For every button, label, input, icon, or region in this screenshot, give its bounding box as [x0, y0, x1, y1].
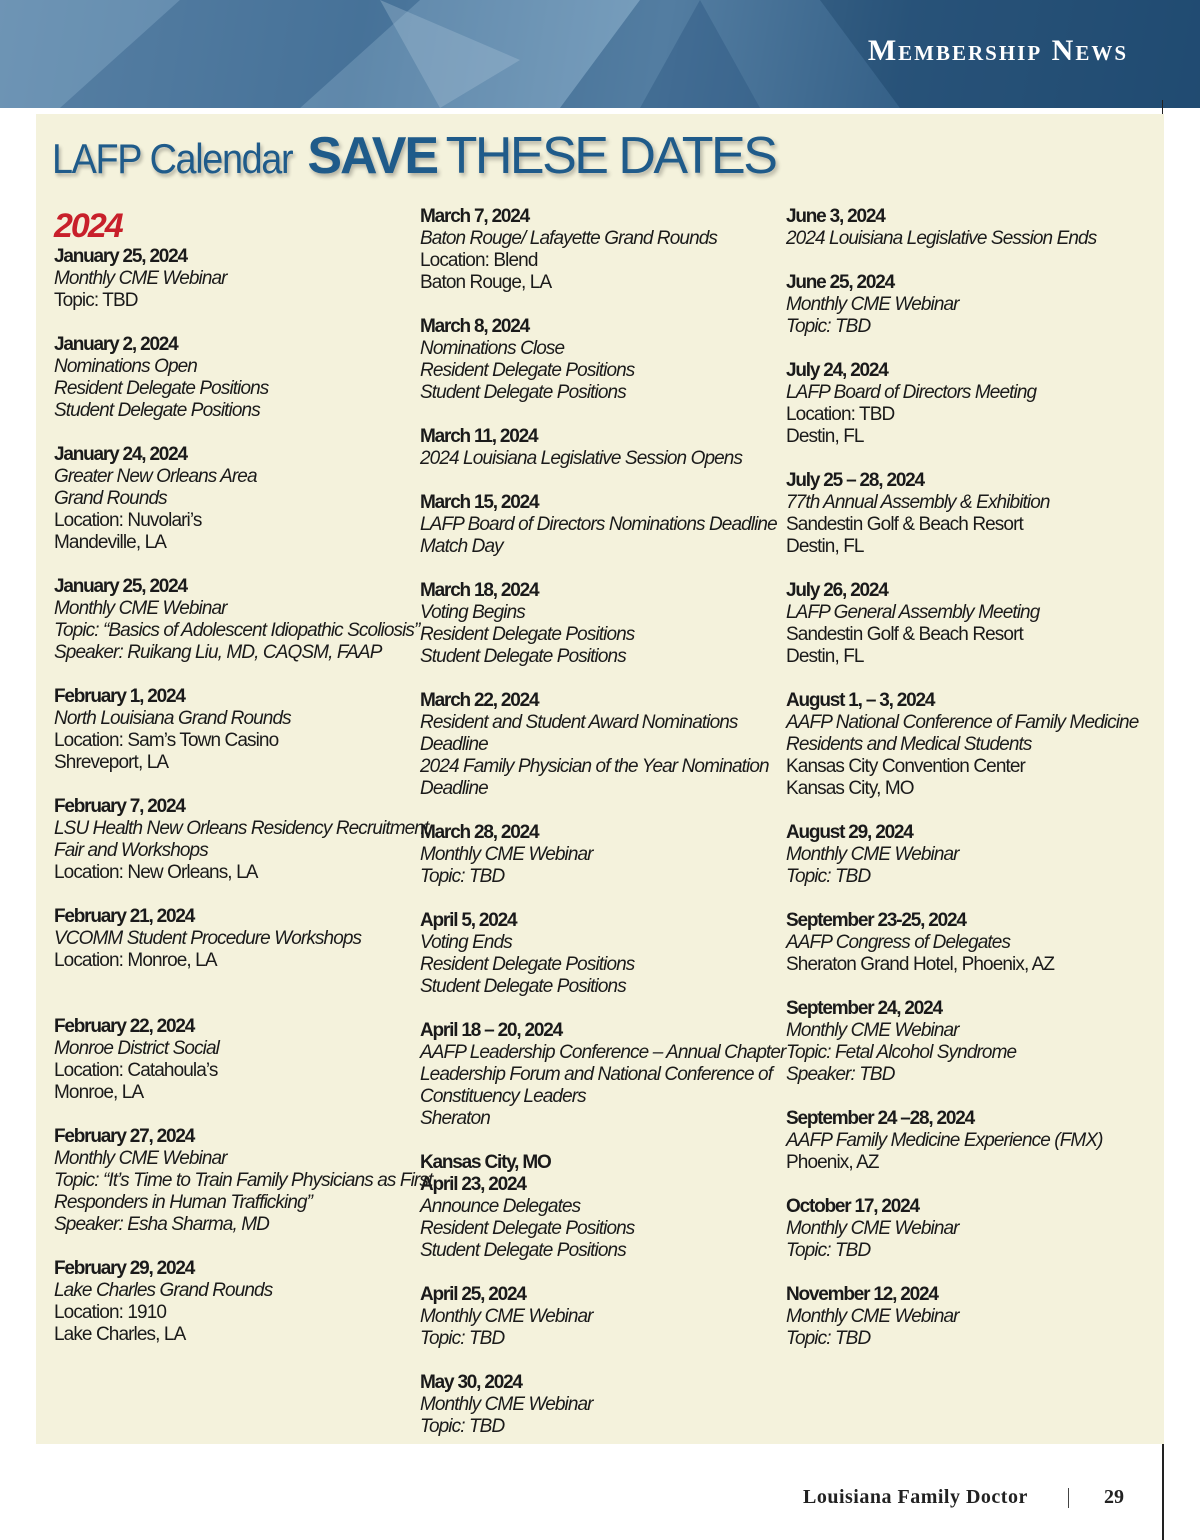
calendar-column-3: [786, 206, 1156, 1372]
calendar-event: [786, 206, 1156, 250]
event-date: February 22, 2024: [54, 1016, 195, 1037]
event-detail: AAFP Leadership Conference – Annual Chapter: [420, 1042, 786, 1063]
calendar-event: [420, 316, 780, 404]
event-date: February 7, 2024: [54, 796, 185, 817]
calendar-event: [420, 580, 780, 668]
event-detail: Monthly CME Webinar: [420, 1306, 593, 1327]
event-date: June 25, 2024: [786, 272, 894, 293]
event-detail: North Louisiana Grand Rounds: [54, 708, 291, 729]
event-detail: Student Delegate Positions: [420, 976, 626, 997]
event-detail: Lake Charles, LA: [54, 1324, 186, 1345]
event-date: February 29, 2024: [54, 1258, 195, 1279]
event-detail: Topic: Fetal Alcohol Syndrome: [786, 1042, 1017, 1063]
event-date: April 5, 2024: [420, 910, 517, 931]
event-detail: Topic: “It’s Time to Train Family Physicians as First: [54, 1170, 433, 1191]
calendar-event: [54, 444, 414, 554]
event-detail: Speaker: Esha Sharma, MD: [54, 1214, 269, 1235]
event-detail: Destin, FL: [786, 426, 864, 447]
event-detail: Topic: TBD: [786, 1328, 871, 1349]
event-detail: Match Day: [420, 536, 503, 557]
calendar-event: [54, 1258, 414, 1346]
footer-page-number: 29: [1104, 1486, 1124, 1508]
calendar-event: [420, 822, 780, 888]
event-detail: 2024 Louisiana Legislative Session Ends: [786, 228, 1097, 249]
event-detail: Phoenix, AZ: [786, 1152, 879, 1173]
event-detail: Location: Monroe, LA: [54, 950, 217, 971]
calendar-event: [420, 426, 780, 470]
event-detail: Sheraton Grand Hotel, Phoenix, AZ: [786, 954, 1055, 975]
event-detail: Sandestin Golf & Beach Resort: [786, 514, 1023, 535]
event-detail: Leadership Forum and National Conference of: [420, 1064, 773, 1085]
footer-magazine-title: Louisiana Family Doctor: [803, 1486, 1028, 1508]
calendar-event: [420, 206, 780, 294]
event-detail: LAFP Board of Directors Meeting: [786, 382, 1037, 403]
event-detail: Location: Blend: [420, 250, 538, 271]
event-detail: Baton Rouge, LA: [420, 272, 552, 293]
calendar-event: [420, 1372, 780, 1438]
event-detail: Grand Rounds: [54, 488, 167, 509]
calendar-event: [420, 690, 780, 800]
event-detail: Topic: TBD: [420, 1328, 505, 1349]
event-date: March 15, 2024: [420, 492, 539, 513]
event-detail: Resident Delegate Positions: [420, 360, 635, 381]
event-detail: Mandeville, LA: [54, 532, 167, 553]
calendar-event: [54, 1126, 433, 1236]
event-date: March 22, 2024: [420, 690, 539, 711]
event-detail: Monthly CME Webinar: [54, 1148, 227, 1169]
event-detail: Constituency Leaders: [420, 1086, 586, 1107]
calendar-event: [54, 906, 414, 972]
event-date: January 25, 2024: [54, 576, 187, 597]
calendar-event: [786, 910, 1156, 976]
calendar-event: [420, 1284, 780, 1350]
event-date: March 11, 2024: [420, 426, 538, 447]
event-detail: VCOMM Student Procedure Workshops: [54, 928, 362, 949]
event-detail: Kansas City, MO: [786, 778, 914, 799]
calendar-event: [420, 910, 780, 998]
event-detail: LAFP Board of Directors Nominations Deadline: [420, 514, 777, 535]
event-detail: Sandestin Golf & Beach Resort: [786, 624, 1023, 645]
event-detail: Sheraton: [420, 1108, 490, 1129]
event-date: February 1, 2024: [54, 686, 185, 707]
calendar-event: [786, 1284, 1156, 1350]
event-detail: Student Delegate Positions: [420, 646, 626, 667]
calendar-event: [54, 334, 414, 422]
event-date: February 27, 2024: [54, 1126, 195, 1147]
event-detail: AAFP Congress of Delegates: [786, 932, 1011, 953]
event-detail: Voting Begins: [420, 602, 525, 623]
event-detail: Lake Charles Grand Rounds: [54, 1280, 273, 1301]
event-detail: Student Delegate Positions: [420, 382, 626, 403]
event-detail: Speaker: TBD: [786, 1064, 895, 1085]
calendar-event: [54, 796, 429, 884]
event-date: November 12, 2024: [786, 1284, 938, 1305]
event-detail: Monthly CME Webinar: [420, 844, 593, 865]
event-date: February 21, 2024: [54, 906, 195, 927]
event-detail: Kansas City Convention Center: [786, 756, 1025, 777]
event-date: June 3, 2024: [786, 206, 885, 227]
event-detail: Topic: TBD: [54, 290, 138, 311]
event-detail: Destin, FL: [786, 646, 864, 667]
margin-rule-top: [1162, 100, 1163, 114]
calendar-event: [54, 1016, 414, 1104]
event-detail: Resident Delegate Positions: [420, 954, 635, 975]
event-detail: Monthly CME Webinar: [786, 1218, 959, 1239]
event-detail: Monthly CME Webinar: [420, 1394, 593, 1415]
event-detail: Resident Delegate Positions: [420, 624, 635, 645]
calendar-event: [786, 360, 1156, 448]
footer-separator: [1068, 1488, 1069, 1508]
event-detail: Location: Sam’s Town Casino: [54, 730, 279, 751]
event-detail: Shreveport, LA: [54, 752, 169, 773]
event-date: March 8, 2024: [420, 316, 530, 337]
event-detail: Topic: “Basics of Adolescent Idiopathic Scoliosis”: [54, 620, 420, 641]
event-detail: Location: 1910: [54, 1302, 167, 1323]
calendar-event: [786, 580, 1156, 668]
calendar-event: [786, 470, 1156, 558]
event-detail: Monthly CME Webinar: [54, 598, 227, 619]
event-detail: Deadline: [420, 734, 488, 755]
event-detail: Location: Catahoula’s: [54, 1060, 218, 1081]
event-date: Kansas City, MO: [420, 1152, 551, 1173]
event-detail: Residents and Medical Students: [786, 734, 1032, 755]
event-detail: 2024 Louisiana Legislative Session Opens: [420, 448, 743, 469]
calendar-column-1: [54, 206, 433, 1368]
heading-these-dates: THESE DATES: [445, 127, 776, 185]
event-detail: Location: Nuvolari’s: [54, 510, 202, 531]
event-detail: Nominations Close: [420, 338, 565, 359]
event-detail: Responders in Human Trafficking”: [54, 1192, 313, 1213]
event-detail: Monthly CME Webinar: [786, 294, 959, 315]
page-heading: [52, 126, 775, 186]
event-date: July 26, 2024: [786, 580, 888, 601]
event-detail: Voting Ends: [420, 932, 512, 953]
event-date: July 25 – 28, 2024: [786, 470, 924, 491]
calendar-event: [420, 1020, 786, 1130]
event-detail: Location: TBD: [786, 404, 895, 425]
event-detail: Deadline: [420, 778, 488, 799]
year-label: 2024: [54, 207, 122, 245]
event-detail: LAFP General Assembly Meeting: [786, 602, 1040, 623]
header-banner: [0, 0, 1200, 108]
event-detail: Location: New Orleans, LA: [54, 862, 258, 883]
event-date: April 25, 2024: [420, 1284, 526, 1305]
event-detail: Resident Delegate Positions: [54, 378, 269, 399]
event-detail: April 23, 2024: [420, 1174, 526, 1195]
event-detail: Speaker: Ruikang Liu, MD, CAQSM, FAAP: [54, 642, 382, 663]
calendar-event: [786, 822, 1156, 888]
calendar-event: [420, 492, 780, 558]
event-detail: Fair and Workshops: [54, 840, 208, 861]
event-date: August 1, – 3, 2024: [786, 690, 935, 711]
event-date: September 23-25, 2024: [786, 910, 966, 931]
calendar-event: [786, 272, 1156, 338]
event-detail: Student Delegate Positions: [420, 1240, 626, 1261]
event-detail: AAFP National Conference of Family Medicine: [786, 712, 1139, 733]
section-title: Membership News: [867, 34, 1128, 67]
event-date: September 24 –28, 2024: [786, 1108, 975, 1129]
event-date: October 17, 2024: [786, 1196, 919, 1217]
event-detail: Topic: TBD: [420, 1416, 505, 1437]
event-detail: 77th Annual Assembly & Exhibition: [786, 492, 1050, 513]
event-detail: Topic: TBD: [786, 316, 871, 337]
event-detail: LSU Health New Orleans Residency Recruitment: [54, 818, 429, 839]
event-detail: 2024 Family Physician of the Year Nomination: [420, 756, 769, 777]
event-detail: Topic: TBD: [420, 866, 505, 887]
event-detail: Topic: TBD: [786, 866, 871, 887]
event-detail: Greater New Orleans Area: [54, 466, 257, 487]
calendar-event: [786, 1108, 1156, 1174]
calendar-event: [54, 576, 420, 664]
calendar-event: [54, 246, 414, 312]
heading-save: SAVE: [307, 127, 438, 185]
calendar-event: [54, 686, 414, 774]
calendar-column-2: [420, 206, 786, 1460]
event-date: September 24, 2024: [786, 998, 942, 1019]
event-date: March 28, 2024: [420, 822, 539, 843]
event-detail: Baton Rouge/ Lafayette Grand Rounds: [420, 228, 718, 249]
event-date: August 29, 2024: [786, 822, 913, 843]
calendar-event: [420, 1152, 780, 1262]
event-detail: Monroe, LA: [54, 1082, 144, 1103]
event-date: January 25, 2024: [54, 246, 187, 267]
event-detail: Topic: TBD: [786, 1240, 871, 1261]
event-detail: Monthly CME Webinar: [786, 1306, 959, 1327]
event-detail: Announce Delegates: [420, 1196, 581, 1217]
event-date: March 7, 2024: [420, 206, 530, 227]
spacer: [54, 994, 414, 1016]
event-detail: Nominations Open: [54, 356, 197, 377]
calendar-event: [786, 690, 1156, 800]
calendar-event: [786, 1196, 1156, 1262]
event-date: March 18, 2024: [420, 580, 539, 601]
event-detail: Monthly CME Webinar: [786, 1020, 959, 1041]
event-detail: Monroe District Social: [54, 1038, 219, 1059]
event-detail: Resident Delegate Positions: [420, 1218, 635, 1239]
calendar-event: [786, 998, 1156, 1086]
event-detail: Monthly CME Webinar: [54, 268, 227, 289]
event-detail: Monthly CME Webinar: [786, 844, 959, 865]
event-detail: Destin, FL: [786, 536, 864, 557]
event-date: January 2, 2024: [54, 334, 178, 355]
event-date: January 24, 2024: [54, 444, 187, 465]
heading-lafp-calendar: LAFP Calendar: [52, 135, 293, 182]
margin-rule-bottom: [1162, 1444, 1164, 1540]
event-date: April 18 – 20, 2024: [420, 1020, 562, 1041]
event-detail: Resident and Student Award Nominations: [420, 712, 738, 733]
event-date: May 30, 2024: [420, 1372, 522, 1393]
event-detail: AAFP Family Medicine Experience (FMX): [786, 1130, 1103, 1151]
event-detail: Student Delegate Positions: [54, 400, 260, 421]
event-date: July 24, 2024: [786, 360, 888, 381]
